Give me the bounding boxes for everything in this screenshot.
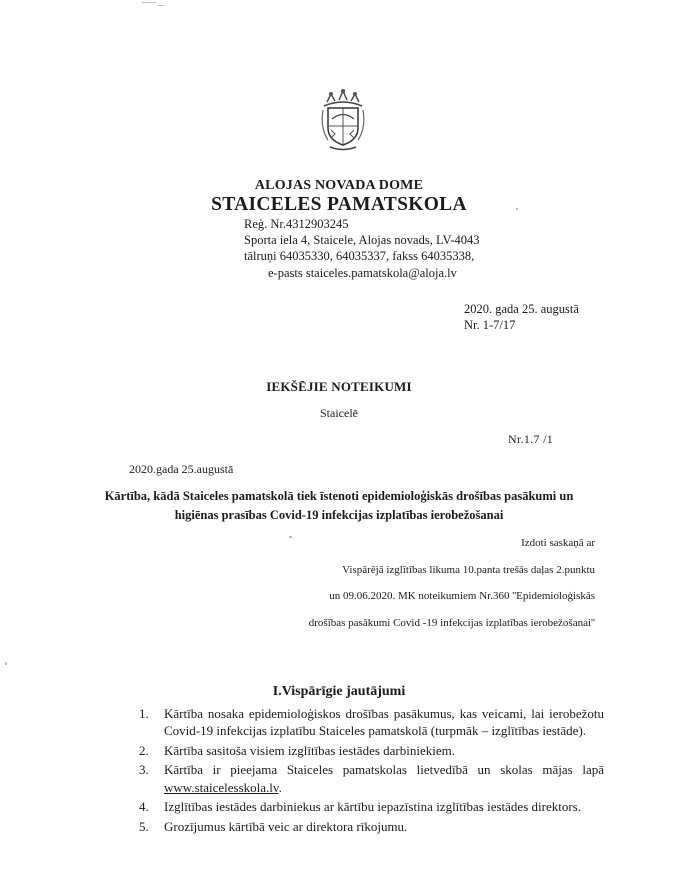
document-title: IEKŠĒJIE NOTEIKUMI	[266, 379, 412, 394]
coat-of-arms-icon	[318, 88, 368, 154]
rules-list	[139, 705, 604, 837]
item-number: 2.	[139, 742, 149, 758]
scan-mark	[5, 662, 7, 665]
item-text: Kārtība nosaka epidemioloģiskos drošības pasākumus, kas veicami, lai ierobežotu Covid-19 infekcijas izplatību Staiceles pamatskolā (turpmāk – izglītības iestāde).	[164, 706, 604, 739]
item-number: 3.	[139, 762, 149, 778]
legal-basis-line-4: drošības pasākumi Covid -19 infekcijas izplatības ierobežošanai''	[308, 616, 595, 629]
school-website-link[interactable]: www.staicelesskola.lv	[164, 779, 279, 795]
subject-line-2: higiēnas prasības Covid-19 infekcijas izplatības ierobežošanai	[174, 507, 504, 522]
legal-basis-line-2: Vispārējā izglītības likuma 10.panta trešās daļas 2.punktu	[342, 563, 595, 576]
internal-number: Nr.1.7 /1	[508, 432, 554, 446]
scan-mark	[142, 2, 156, 3]
list-item	[139, 742, 604, 759]
item-text: Kārtība sasitoša visiem izglītības iestādes darbiniekiem.	[164, 742, 455, 758]
list-item	[139, 705, 604, 739]
item-text: Kārtība ir pieejama Staiceles pamatskolas lietvedībā un skolas mājas lapā	[164, 762, 604, 778]
list-item	[139, 818, 604, 835]
email: e-pasts staiceles.pamatskola@aloja.lv	[268, 265, 457, 280]
school-name: STAICELES PAMATSKOLA	[211, 194, 467, 215]
document-subject	[0, 487, 678, 524]
internal-date: 2020.gada 25.augustā	[129, 462, 234, 476]
list-item	[139, 761, 604, 795]
document-number: Nr. 1-7/17	[464, 317, 516, 332]
document-date: 2020. gada 25. augustā	[464, 302, 579, 316]
legal-basis	[175, 537, 595, 643]
phone-fax: tālruņi 64035330, 64035337, fakss 64035338,	[244, 249, 475, 264]
item-text: Grozījumus kārtībā veic ar direktora rīkojumu.	[164, 818, 408, 834]
legal-basis-line-1: Izdoti saskaņā ar	[521, 537, 595, 549]
document-date-block	[464, 302, 579, 333]
school-details	[244, 216, 544, 281]
address: Sporta iela 4, Staicele, Alojas novads, LV-4043	[244, 233, 480, 248]
item-number: 1.	[139, 706, 149, 721]
item-number: 5.	[139, 818, 149, 834]
item-text: Izglītības iestādes darbiniekus ar kārtību iepazīstina izglītības iestādes direktors.	[164, 799, 581, 815]
item-text-end: .	[278, 779, 282, 795]
legal-basis-line-3: un 09.06.2020. MK noteikumiem Nr.360 ''Epidemioloģiskās	[329, 590, 595, 603]
item-number: 4.	[139, 799, 149, 815]
organization-name: ALOJAS NOVADA DOME	[254, 178, 424, 193]
subject-line-1: Kārtība, kādā Staiceles pamatskolā tiek īstenoti epidemioloģiskās drošības pasākumi un	[104, 489, 574, 503]
registration-number: Reģ. Nr.4312903245	[244, 217, 349, 231]
document-place: Staicelē	[320, 406, 358, 420]
list-item	[139, 798, 604, 815]
scan-mark	[158, 5, 164, 6]
section-title: I.Vispārīgie jautājumi	[272, 684, 406, 699]
